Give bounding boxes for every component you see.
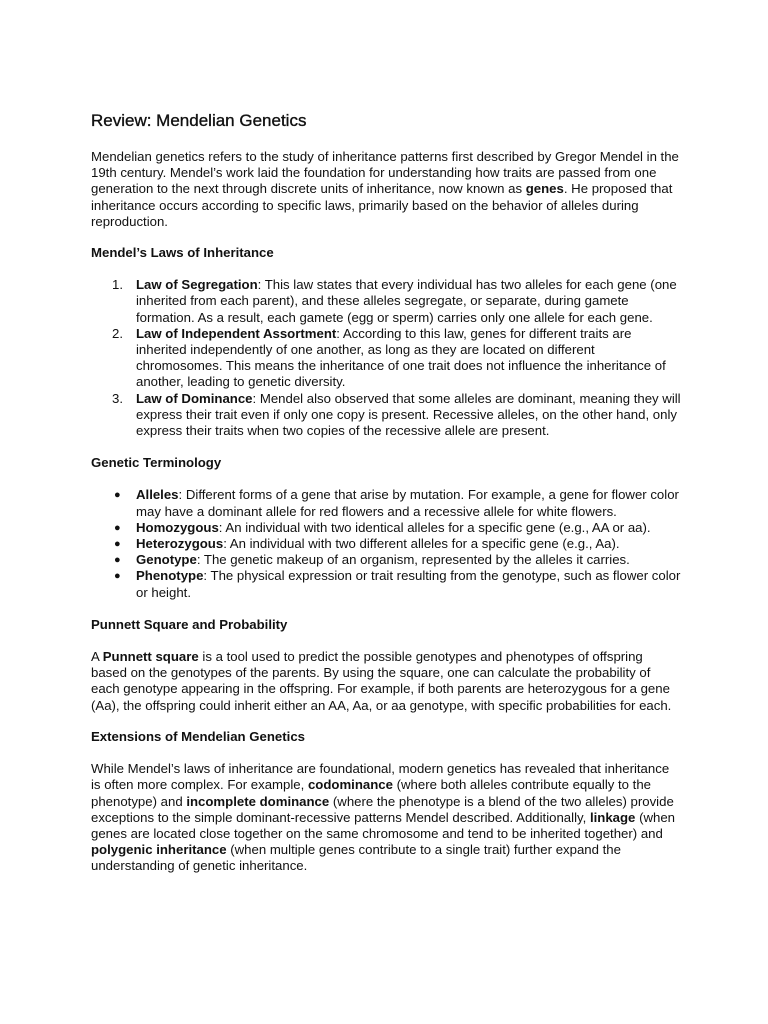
list-item [91, 536, 681, 552]
extensions-bold-codominance: codominance [307, 777, 393, 793]
term-label: Phenotype [136, 568, 204, 584]
law-text: : This law states that every individual has two alleles for each gene (one inherited from each parent), and these alleles segregate, or separate, during gamete formation. As a result, each gamete (egg or sperm) carries only one allele for each gene. [136, 277, 677, 325]
list-number: 3. [112, 390, 123, 406]
extensions-bold-polygenic: polygenic inheritance [91, 842, 227, 858]
extensions-paragraph [91, 761, 681, 874]
punnett-text-2: is a tool used to predict the possible genotypes and phenotypes of offspring based on the genotypes of the parents. By using the square, one can calculate the probability of each genotype appearing in the offspring. For example, if both parents are heterozygous for a gene (Aa), the offspring could inherit either an AA, Aa, or aa genotype, with specific probabilities for each. [91, 649, 672, 713]
intro-text-1: Mendelian genetics refers to the study of inheritance patterns first described by Gregor Mendel in the 19th century. Mendel’s work laid the foundation for understanding how traits are passed from one generation to the next through discrete units of inheritance, now known as [91, 149, 679, 197]
intro-text-2: . He proposed that inheritance occurs according to specific laws, primarily based on the behavior of alleles during reproduction. [91, 181, 673, 229]
bullet-icon: ● [114, 521, 121, 534]
terminology-list [91, 487, 681, 600]
law-term: Law of Segregation [136, 277, 258, 293]
list-item [91, 487, 681, 519]
law-term: Law of Dominance [136, 390, 253, 406]
extensions-bold-linkage: linkage [589, 809, 636, 825]
term-text: : The physical expression or trait resulting from the genotype, such as flower color or height. [136, 568, 681, 600]
extensions-text-2: (where both alleles contribute equally to the phenotype) and [91, 777, 652, 809]
list-item [91, 326, 681, 391]
extensions-text-5: (when multiple genes contribute to a single trait) further expand the understanding of genetic inheritance. [91, 842, 621, 874]
term-text: : Different forms of a gene that arise by mutation. For example, a gene for flower color may have a dominant allele for red flowers and a recessive allele for white flowers. [136, 487, 679, 519]
list-number: 1. [112, 277, 123, 293]
document-title: Review: Mendelian Genetics [91, 111, 307, 130]
document-page [91, 110, 681, 890]
bullet-icon: ● [114, 538, 121, 551]
punnett-bold-term: Punnett square [102, 649, 199, 665]
law-text: : According to this law, genes for different traits are inherited independently of one another, as long as they are located on different chromosomes. This means the inheritance of one trait does not influence the inheritance of another, leading to genetic diversity. [136, 325, 666, 390]
law-term: Law of Independent Assortment [136, 325, 337, 341]
extensions-text-3: (where the phenotype is a blend of the two alleles) provide exceptions to the simple dominant-recessive patterns Mendel described. Additionally, [91, 793, 674, 825]
list-item [91, 277, 681, 326]
extensions-heading: Extensions of Mendelian Genetics [91, 728, 305, 744]
extensions-bold-incomplete-dominance: incomplete dominance [186, 793, 330, 809]
term-label: Homozygous [136, 519, 219, 535]
term-label: Alleles [136, 487, 179, 503]
term-label: Heterozygous [136, 536, 224, 552]
bullet-icon: ● [114, 489, 121, 502]
punnett-text-1: A [91, 649, 103, 665]
term-text: : An individual with two different alleles for a specific gene (e.g., Aa). [223, 536, 620, 552]
laws-heading: Mendel’s Laws of Inheritance [91, 245, 274, 261]
term-text: : An individual with two identical alleles for a specific gene (e.g., AA or aa). [218, 519, 651, 535]
extensions-text-4: (when genes are located close together on the same chromosome and tend to be inherited together) and [91, 809, 675, 841]
list-item [91, 391, 681, 440]
laws-list [91, 277, 681, 439]
term-text: : The genetic makeup of an organism, represented by the alleles it carries. [196, 552, 630, 568]
law-text: : Mendel also observed that some alleles are dominant, meaning they will express their trait even if only one copy is present. Recessive alleles, on the other hand, only express their traits when two copies of the recessive allele are present. [136, 390, 681, 439]
list-item [91, 568, 681, 600]
intro-bold-genes: genes [525, 181, 564, 197]
term-label: Genotype [136, 552, 197, 568]
list-item [91, 520, 681, 536]
terminology-heading: Genetic Terminology [91, 455, 222, 471]
punnett-paragraph [91, 649, 681, 714]
extensions-text-1: While Mendel’s laws of inheritance are foundational, modern genetics has revealed that inheritance is often more complex. For example, [91, 761, 670, 793]
list-number: 2. [112, 325, 123, 341]
bullet-icon: ● [114, 570, 121, 583]
list-item [91, 552, 681, 568]
intro-paragraph [91, 149, 681, 230]
bullet-icon: ● [114, 554, 121, 567]
punnett-heading: Punnett Square and Probability [91, 616, 288, 632]
